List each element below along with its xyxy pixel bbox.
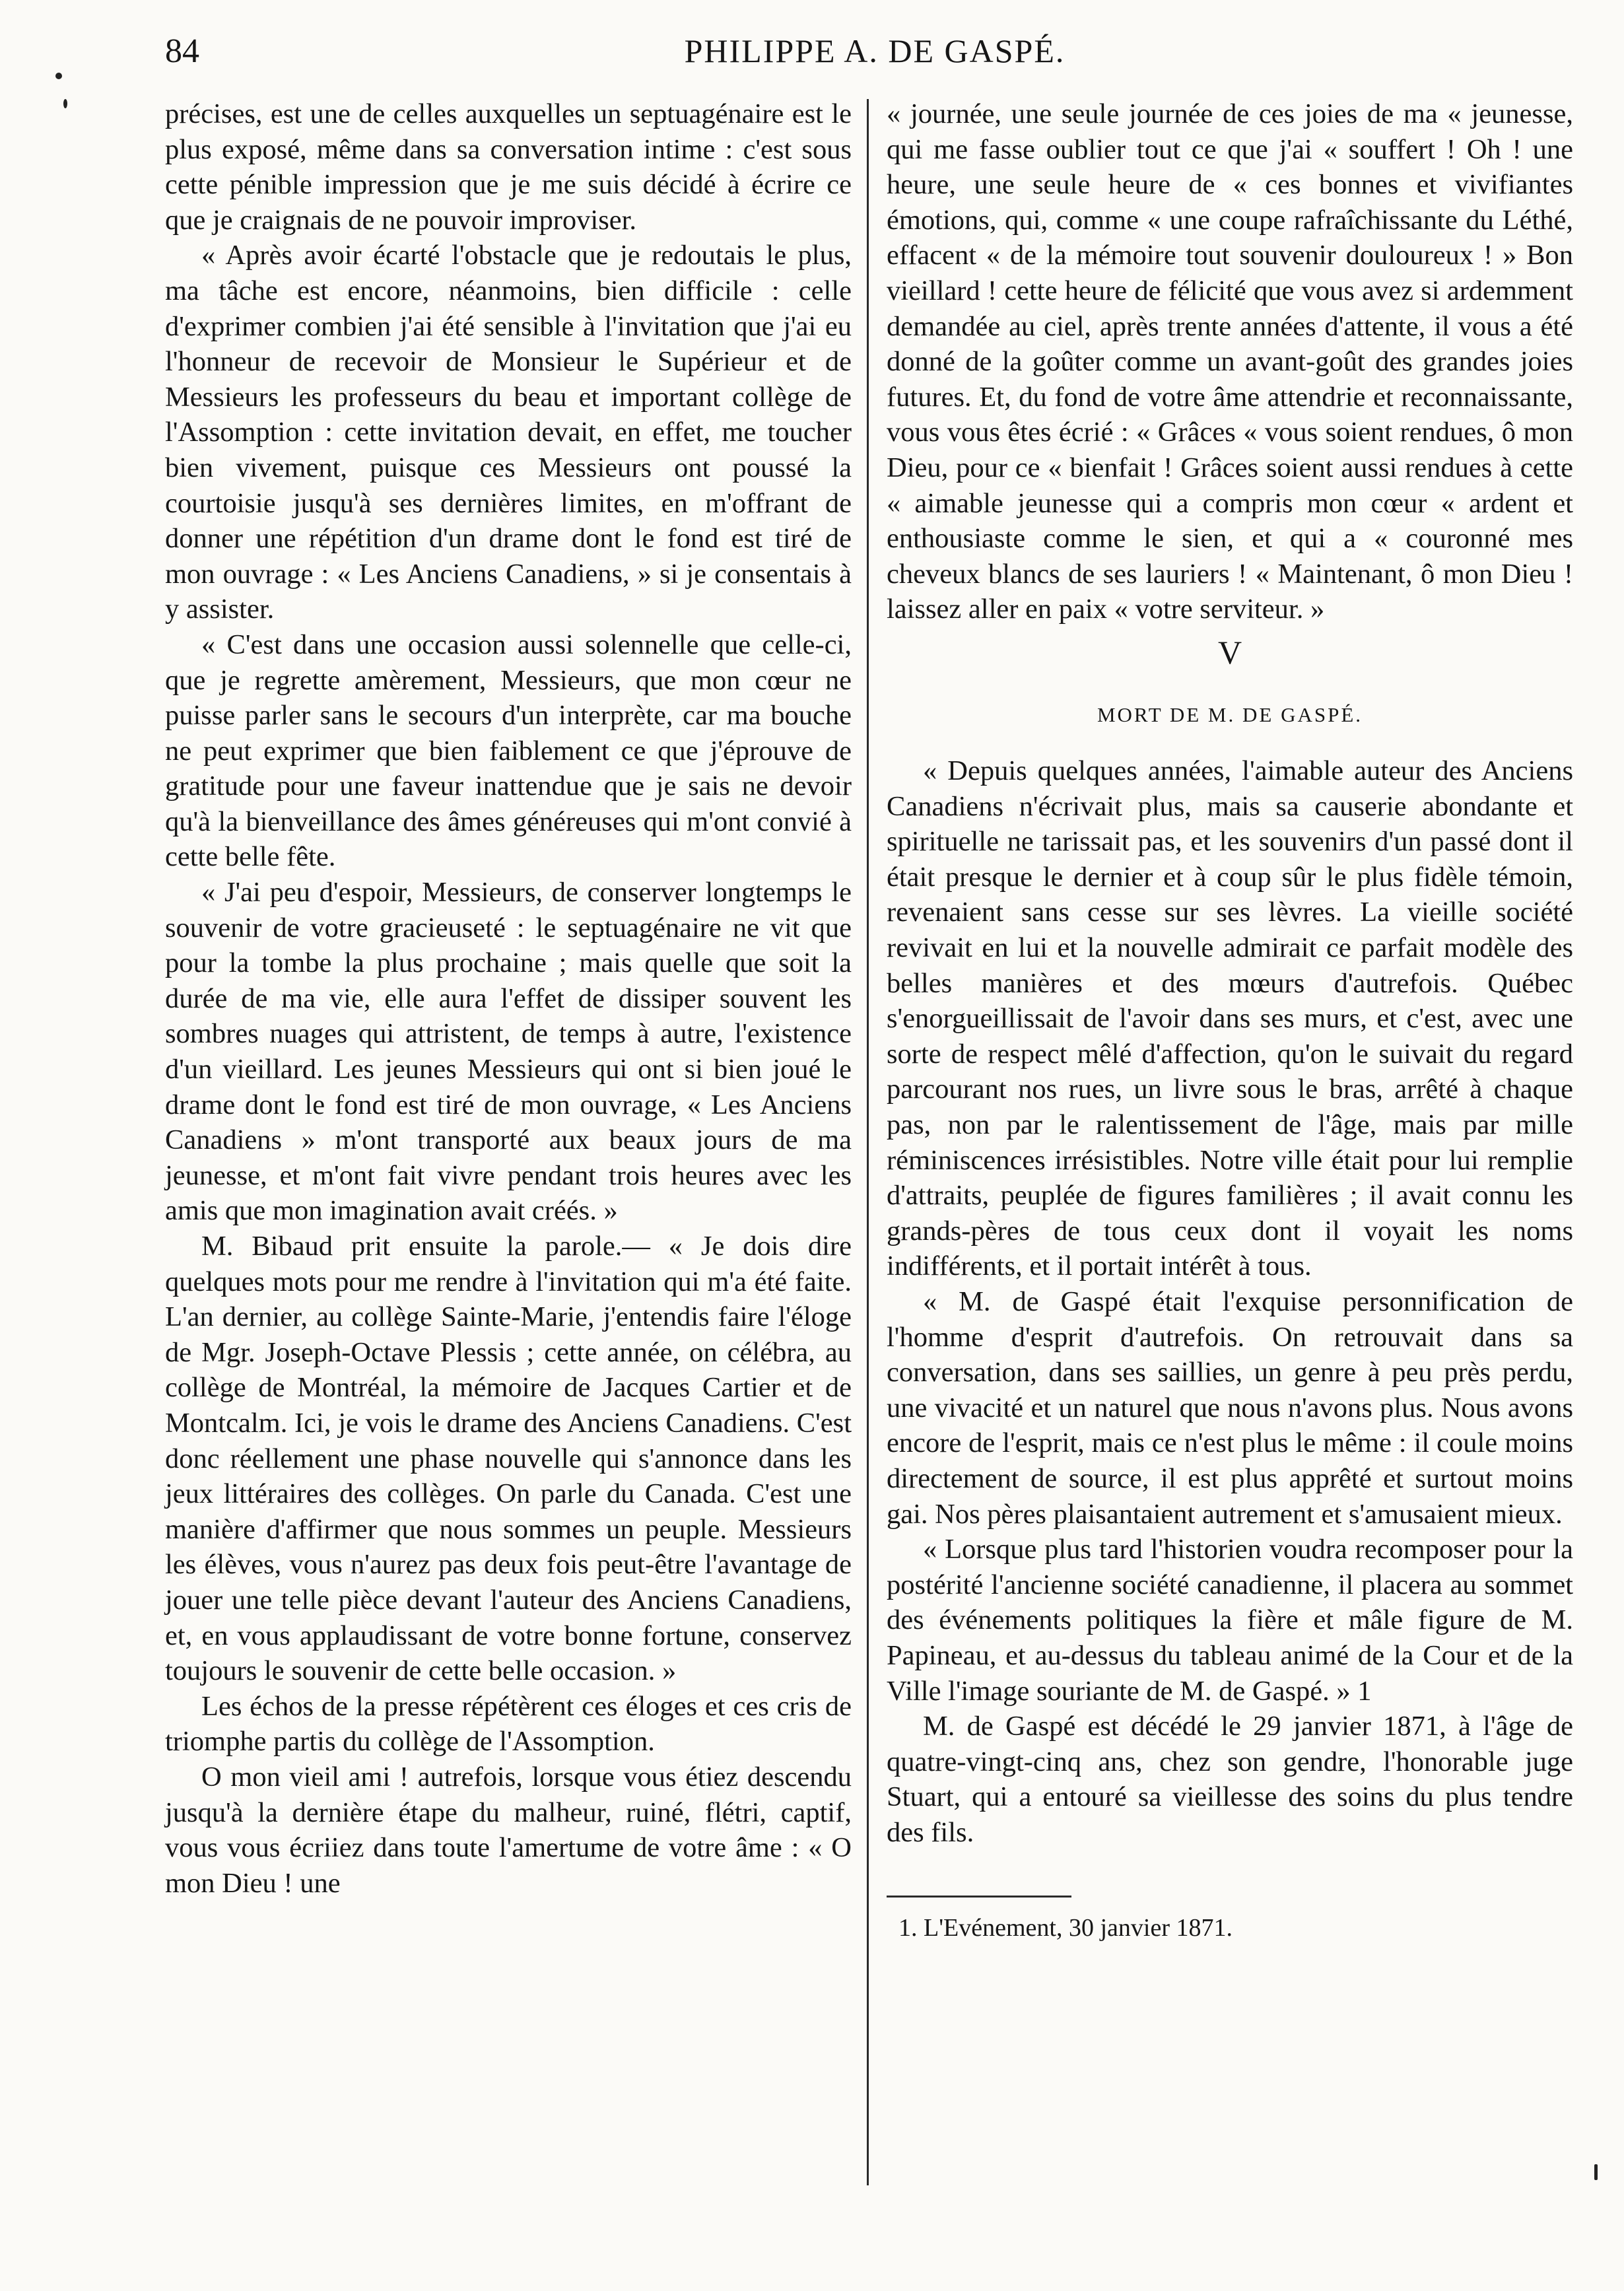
right-column	[887, 96, 1573, 1944]
scan-speck	[1594, 2164, 1598, 2180]
paragraph: « M. de Gaspé était l'exquise personnification de l'homme d'esprit d'autrefois. On retrouvait dans sa conversation, dans ses saillies, un genre à peu près perdu, une vivacité et un naturel que nous n'avons plus. Nous avons encore de l'esprit, mais ce n'est plus le même : il coule moins directement de source, il est plus apprêté et surtout moins gai. Nos pères plaisantaient autrement et s'amusaient mieux.	[887, 1286, 1573, 1530]
scan-speck	[55, 73, 62, 79]
paragraph: « C'est dans une occasion aussi solennelle que celle-ci, que je regrette amèrement, Messieurs, que mon cœur ne puisse parler sans le secours d'un interprète, car ma bouche ne peut exprimer que bien faiblement ce que j'éprouve de gratitude pour une faveur inattendue que je sais ne devoir qu'à la bienveillance des âmes généreuses qui m'ont convié à cette belle fête.	[165, 629, 852, 873]
paragraph: précises, est une de celles auxquelles un septuagénaire est le plus exposé, même dans sa conversation intime : c'est sous cette pénible impression que je me suis décidé à écrire ce que je craignais de ne pouvoir improviser.	[165, 98, 852, 236]
paragraph: « J'ai peu d'espoir, Messieurs, de conserver longtemps le souvenir de votre gracieuseté : le septuagénaire ne vit que pour la tombe la plus prochaine ; mais quelle que soit la durée de ma vie, elle aura l'effet de dissiper souvent les sombres nuages qui attristent, de temps à autre, l'existence d'un vieillard. Les jeunes Messieurs qui ont si bien joué le drame dont le fond est tiré de mon ouvrage, « Les Anciens Canadiens » m'ont transporté aux beaux jours de ma jeunesse, et m'ont fait vivre pendant trois heures avec les amis que mon imagination avait créés. »	[165, 877, 852, 1227]
paragraph: « Depuis quelques années, l'aimable auteur des Anciens Canadiens n'écrivait plus, mais sa causerie abondante et spirituelle ne tarissait pas, et les souvenirs d'un passé dont il était presque le dernier et à coup sûr le plus fidèle témoin, revenaient sans cesse sur ses lèvres. La vieille société revivait en lui et la nouvelle admirait ce parfait modèle des belles manières et des mœurs d'autrefois. Québec s'enorgueillissait de l'avoir dans ses murs, et c'est, avec une sorte de respect mêlé d'affection, qu'on le suivait du regard parcourant nos rues, un livre sous le bras, arrêté à chaque pas, non par le ralentissement de l'âge, mais par mille réminiscences irrésistibles. Notre ville était pour lui remplie d'attraits, peuplée de figures familières ; il avait connu les grands-pères de tous ceux dont il voyait les noms indifférents, et il portait intérêt à tous.	[887, 755, 1573, 1282]
section-number: V	[1217, 633, 1242, 671]
paragraph: M. de Gaspé est décédé le 29 janvier 1871, à l'âge de quatre-vingt-cinq ans, chez son gendre, l'honorable juge Stuart, qui a entouré sa vieillesse des soins du plus tendre des fils.	[887, 1711, 1573, 1848]
footnote: 1. L'Evénement, 30 janvier 1871.	[898, 1913, 1233, 1942]
page-header	[165, 32, 1584, 85]
paragraph: M. Bibaud prit ensuite la parole.— « Je dois dire quelques mots pour me rendre à l'invitation qui m'a été faite. L'an dernier, au collège Sainte-Marie, j'entendis faire l'éloge de Mgr. Joseph-Octave Plessis ; cette année, on célébra, au collège de Montréal, la mémoire de Jacques Cartier et de Montcalm. Ici, je vois le drame des Anciens Canadiens. C'est donc réellement une phase nouvelle qui s'annonce dans les jeux littéraires des collèges. On parle du Canada. C'est une manière d'affirmer que nous sommes un peuple. Messieurs les élèves, vous n'aurez pas deux fois peut-être l'avantage de jouer une telle pièce devant l'auteur des Anciens Canadiens, et, en vous applaudissant de votre bonne fortune, conservez toujours le souvenir de cette belle occasion. »	[165, 1231, 852, 1687]
running-head: PHILIPPE A. DE GASPÉ.	[684, 32, 1066, 69]
scan-speck	[63, 99, 67, 108]
paragraph: O mon vieil ami ! autrefois, lorsque vous étiez descendu jusqu'à la dernière étape du malheur, ruiné, flétri, captif, vous vous écriiez dans toute l'amertume de votre âme : « O mon Dieu ! une	[165, 1761, 852, 1899]
paragraph: « journée, une seule journée de ces joies de ma « jeunesse, qui me fasse oublier tout ce que j'ai « souffert ! Oh ! une heure, une seule heure de « ces bonnes et vivifiantes émotions, qui, comme « une coupe rafraîchissante du Léthé, effacent « de la mémoire tout souvenir douloureux ! » Bon vieillard ! cette heure de félicité que vous avez si ardemment demandée au ciel, après trente années d'attente, il vous a été donné de la goûter comme un avant-goût des grandes joies futures. Et, du fond de votre âme attendrie et reconnaissante, vous vous êtes écrié : « Grâces « vous soient rendues, ô mon Dieu, pour ce « bienfait ! Grâces soient aussi rendues à cette « aimable jeunesse qui a compris mon cœur « ardent et enthousiaste comme le sien, et qui a « couronné mes cheveux blancs de ses lauriers ! « Maintenant, ô mon Dieu ! laissez aller en paix « votre serviteur. »	[887, 98, 1573, 625]
paragraph: Les échos de la presse répétèrent ces éloges et ces cris de triomphe partis du collège de l'Assomption.	[165, 1690, 852, 1758]
column-divider	[867, 99, 869, 2185]
page-number: 84	[165, 32, 199, 70]
left-column	[165, 96, 852, 1901]
footnote-divider	[887, 1896, 1071, 1898]
paragraph: « Après avoir écarté l'obstacle que je redoutais le plus, ma tâche est encore, néanmoins, bien difficile : celle d'exprimer combien j'ai été sensible à l'invitation que j'ai eu l'honneur de recevoir de Monsieur le Supérieur et de Messieurs les professeurs du beau et important collège de l'Assomption : cette invitation devait, en effet, me toucher bien vivement, puisque ces Messieurs ont poussé la courtoisie jusqu'à ses dernières limites, en m'offrant de donner une répétition d'un drame dont le fond est tiré de mon ouvrage : « Les Anciens Canadiens, » si je consentais à y assister.	[165, 240, 852, 625]
section-title: MORT DE M. DE GASPÉ.	[1097, 702, 1363, 726]
paragraph: « Lorsque plus tard l'historien voudra recomposer pour la postérité l'ancienne société canadienne, il placera au sommet des événements politiques la fière et mâle figure de M. Papineau, et au-dessus du tableau animé de la Cour et de la Ville l'image souriante de M. de Gaspé. » 1	[887, 1534, 1573, 1707]
